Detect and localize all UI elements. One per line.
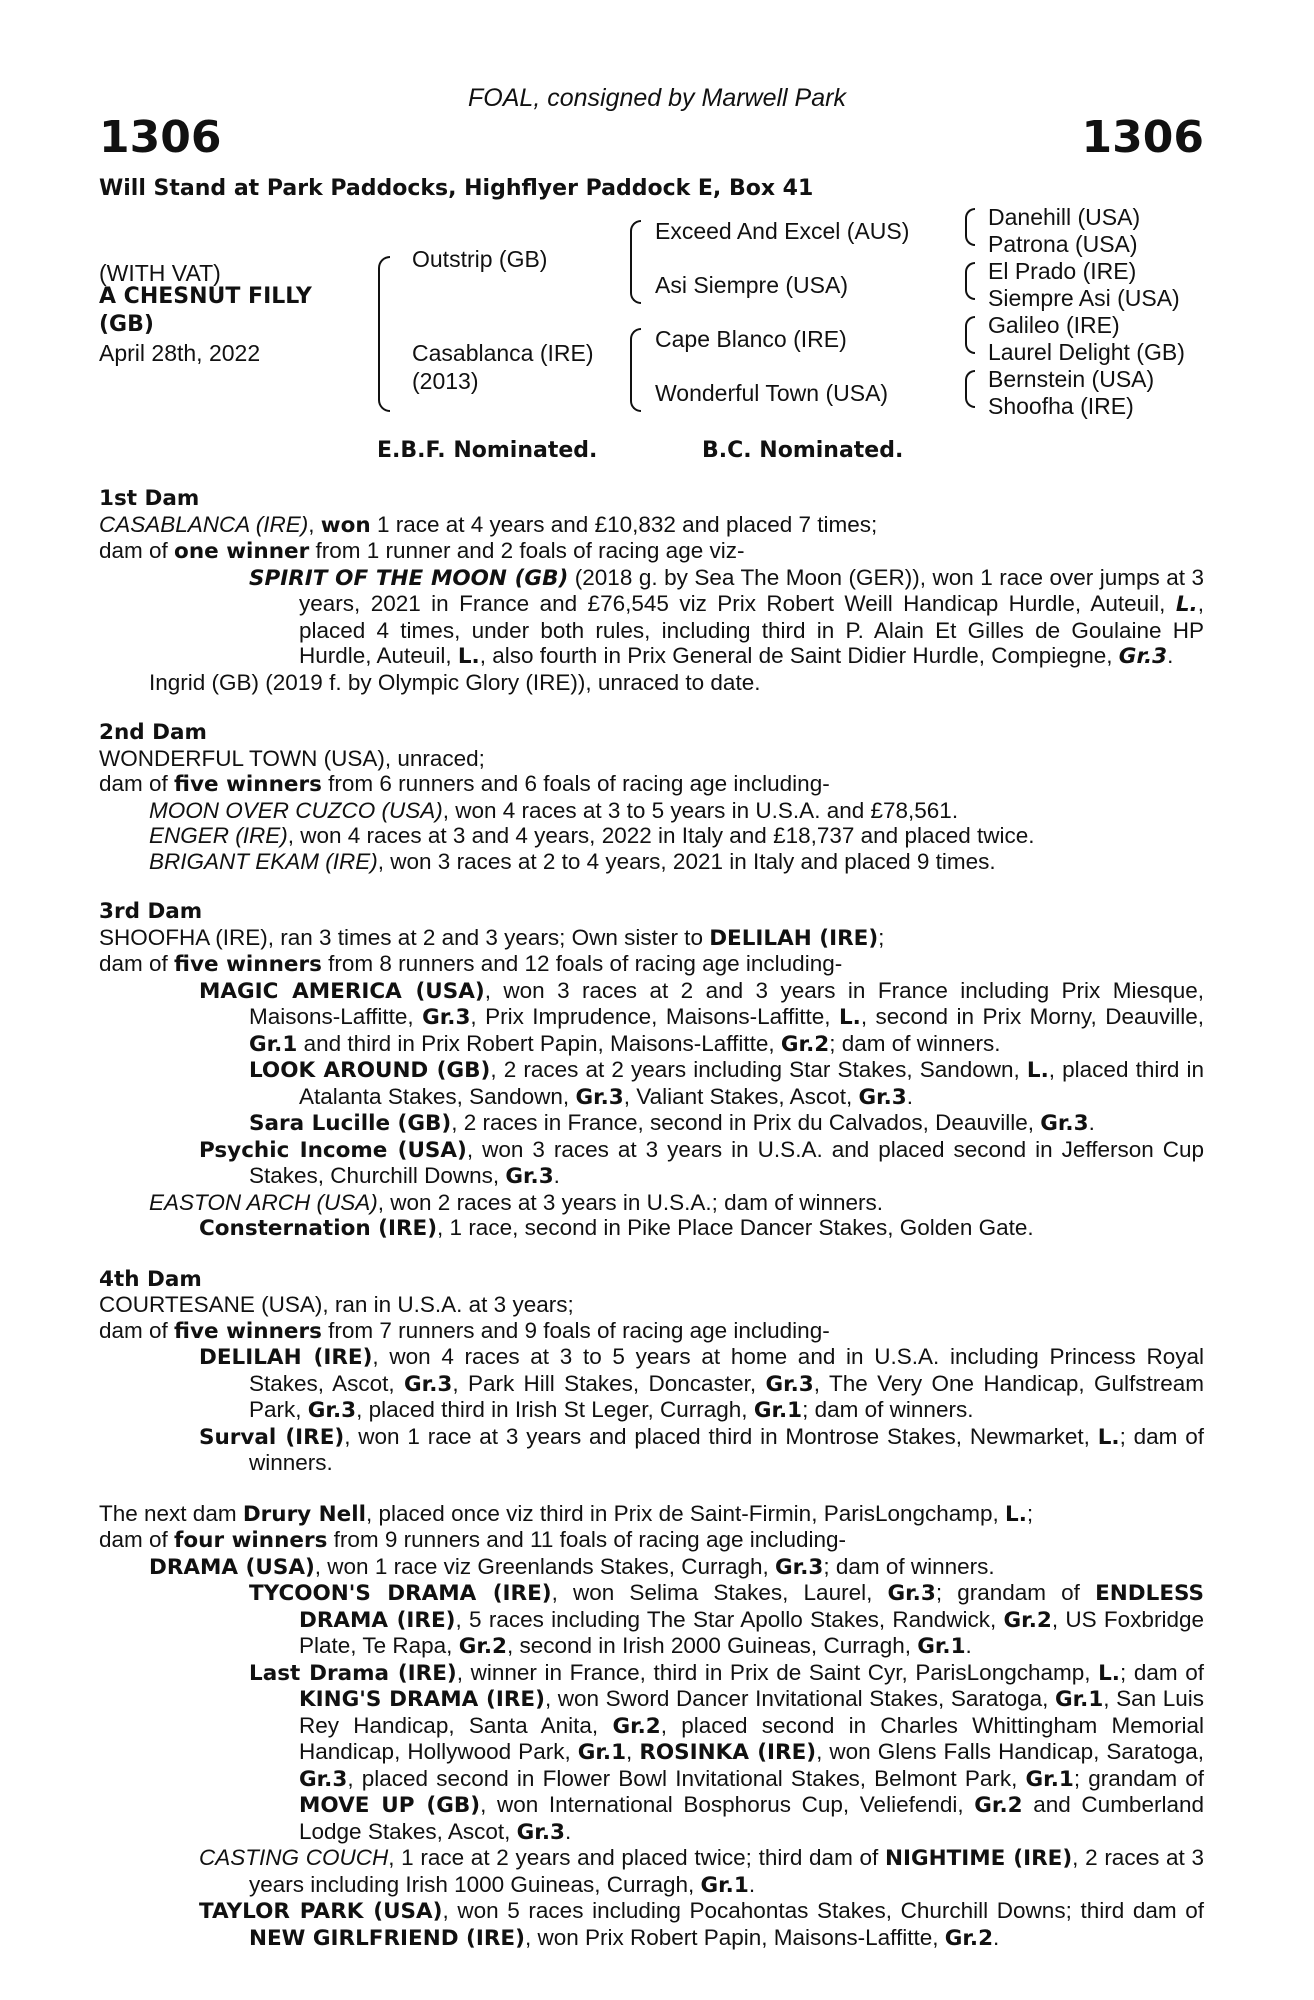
pedigree-entry xyxy=(99,1318,1204,1345)
entry-text: ; dam of winners. xyxy=(249,1423,1204,1475)
entry-text: LOOK AROUND (GB) xyxy=(249,1058,491,1083)
entry-text: , won 3 races at 2 and 3 years in France including Prix Miesque, Maisons-Laffitte, xyxy=(249,977,1204,1029)
pedigree-entry xyxy=(99,538,1204,565)
entry-text: L. xyxy=(1175,592,1198,617)
entry-text: five winners xyxy=(174,952,322,977)
entry-text: dam of xyxy=(99,538,175,563)
entry-text: , xyxy=(626,1739,640,1764)
entry-text: dam of xyxy=(99,1317,175,1343)
ancestor-1: Danehill (USA) xyxy=(988,204,1141,230)
entry-text: Gr.3 xyxy=(516,1819,565,1845)
pedigree-entry xyxy=(99,1424,1204,1476)
entry-text: ; dam of winners. xyxy=(829,1030,1001,1056)
entry-text: L. xyxy=(1005,1501,1027,1527)
pedigree-entry xyxy=(99,925,1204,952)
entry-text: dam of xyxy=(99,771,175,796)
entry-text: , won 2 races at 3 years in U.S.A.; dam of winners. xyxy=(377,1189,883,1215)
entry-text: ROSINKA (IRE) xyxy=(639,1740,817,1765)
entry-text: . xyxy=(1167,643,1174,668)
entry-text: one winner xyxy=(174,539,310,564)
entry-text: five winners xyxy=(174,772,322,797)
entry-text: . xyxy=(564,1818,572,1844)
entry-text: ; dam of winners. xyxy=(802,1397,974,1422)
entry-text: NEW GIRLFRIEND (IRE) xyxy=(249,1925,525,1951)
entry-text: MAGIC AMERICA (USA) xyxy=(199,978,485,1004)
brace-g2 xyxy=(965,262,975,300)
entry-text: Gr.3 xyxy=(404,1371,453,1397)
pedigree-entry xyxy=(99,1110,1204,1137)
entry-text: , won 4 races at 3 to 5 years at home and in U.S.A. including Princess Royal Stakes, Ascot, xyxy=(249,1344,1204,1396)
entry-text: , placed 4 times, under both rules, including third in P. Alain Et Gilles de Goulaine HP Hurdle, Auteuil, xyxy=(299,591,1204,668)
brace-g3 xyxy=(965,316,975,354)
entry-text: Gr.3 xyxy=(858,1084,907,1110)
entry-text: Gr.3 xyxy=(422,1005,471,1030)
dam-dam: Wonderful Town (USA) xyxy=(655,380,889,406)
entry-text: from 9 runners and 11 foals of racing age including- xyxy=(327,1527,847,1552)
entry-text: . xyxy=(993,1924,1000,1950)
pedigree-entry xyxy=(99,849,1204,875)
entry-text: , second in Prix Morny, Deauville, xyxy=(860,1004,1204,1029)
entry-text: Consternation (IRE) xyxy=(199,1216,438,1241)
entry-text: , 5 races including The Star Apollo Stakes, Randwick, xyxy=(455,1606,1004,1632)
bc-nomination: B.C. Nominated. xyxy=(702,438,904,463)
entry-text: from 8 runners and 12 foals of racing age including- xyxy=(321,951,843,976)
ancestor-2: Patrona (USA) xyxy=(988,231,1138,257)
sire-sire: Exceed And Excel (AUS) xyxy=(655,218,910,244)
entry-text: Gr.3 xyxy=(505,1164,554,1189)
entry-text: EASTON ARCH (USA) xyxy=(149,1189,378,1215)
section-heading: 1st Dam xyxy=(99,486,200,511)
entry-text: CASTING COUCH xyxy=(199,1845,389,1870)
entry-text: Drury Nell xyxy=(242,1501,367,1527)
entry-text: , placed third in Atalanta Stakes, Sandown, xyxy=(299,1057,1205,1109)
entry-text: , placed once viz third in Prix de Saint-Firmin, ParisLongchamp, xyxy=(366,1500,1006,1526)
entry-text: KING'S DRAMA (IRE) xyxy=(299,1687,545,1712)
entry-text: , winner in France, third in Prix de Saint Cyr, ParisLongchamp, xyxy=(456,1659,1099,1685)
entry-text: Gr.3 xyxy=(887,1581,936,1606)
pedigree-entry xyxy=(99,978,1204,1058)
sire: Outstrip (GB) xyxy=(412,246,548,272)
entry-text: Gr.2 xyxy=(458,1634,507,1659)
dam-sire: Cape Blanco (IRE) xyxy=(655,326,847,352)
entry-text: and Cumberland Lodge Stakes, Ascot, xyxy=(299,1792,1204,1844)
ancestor-6: Laurel Delight (GB) xyxy=(988,339,1185,365)
dam: Casablanca (IRE) xyxy=(412,340,594,366)
pedigree-entry xyxy=(99,823,1204,849)
entry-text: , San Luis Rey Handicap, Santa Anita, xyxy=(299,1686,1204,1738)
entry-text: , won 4 races at 3 to 5 years in U.S.A. and £78,561. xyxy=(442,797,959,823)
entry-text: Ingrid (GB) (2019 f. by Olympic Glory (IRE)), unraced to date. xyxy=(149,669,761,695)
section-4 xyxy=(99,1267,1204,1476)
ancestor-7: Bernstein (USA) xyxy=(988,366,1155,392)
consignment-line: FOAL, consigned by Marwell Park xyxy=(468,84,846,112)
entry-text: Gr.1 xyxy=(700,1872,749,1898)
pedigree-entry xyxy=(99,1554,1204,1581)
entry-text: . xyxy=(1088,1110,1095,1135)
entry-text: . xyxy=(748,1871,756,1897)
entry-text: five winners xyxy=(174,1318,322,1344)
entry-text: Gr.1 xyxy=(753,1398,803,1423)
pedigree-entry xyxy=(99,1580,1204,1660)
sire-dam: Asi Siempre (USA) xyxy=(655,272,848,298)
entry-text: BRIGANT EKAM (IRE) xyxy=(149,848,378,874)
entry-text: ; dam of xyxy=(1119,1659,1204,1685)
pedigree-entry xyxy=(99,1527,1204,1554)
entry-text: (2018 g. by Sea The Moon (GER)), won 1 race over jumps at 3 years, 2021 in France and £76,545 viz Prix Robert Weill Handicap Hurdle, Auteuil, xyxy=(299,564,1204,616)
entry-text: , 2 races at 2 years including Star Stakes, Sandown, xyxy=(490,1057,1027,1082)
entry-text: Gr.3 xyxy=(1118,644,1168,669)
entry-text: Gr.1 xyxy=(577,1740,627,1765)
entry-text: , 1 race at 2 years and placed twice; third dam of xyxy=(388,1845,885,1870)
entry-text: Gr.3 xyxy=(765,1371,814,1397)
entry-text: four winners xyxy=(174,1528,328,1553)
entry-text: , xyxy=(308,511,321,537)
pedigree-entry xyxy=(99,1057,1204,1110)
entry-text: 1 race at 4 years and £10,832 and placed 7 times; xyxy=(370,511,878,537)
entry-text: MOVE UP (GB) xyxy=(299,1793,481,1818)
entry-text: DELILAH (IRE) xyxy=(709,925,879,951)
entry-text: MOON OVER CUZCO (USA) xyxy=(149,797,443,823)
entry-text: and third in Prix Robert Papin, Maisons-Laffitte, xyxy=(297,1030,781,1056)
entry-text: , Prix Imprudence, Maisons-Laffitte, xyxy=(470,1004,839,1029)
entry-text: , won 3 races at 2 to 4 years, 2021 in Italy and placed 9 times. xyxy=(377,848,996,874)
entry-text: Gr.1 xyxy=(1054,1687,1104,1712)
horse-name: A CHESNUT FILLY xyxy=(99,284,312,309)
entry-text: ; xyxy=(1026,1500,1034,1526)
ancestor-8: Shoofha (IRE) xyxy=(988,393,1134,419)
entry-text: , won International Bosphorus Cup, Veliefendi, xyxy=(480,1792,975,1817)
dam-year: (2013) xyxy=(412,368,479,394)
pedigree-entry xyxy=(99,1344,1204,1424)
entry-text: SHOOFHA (IRE), ran 3 times at 2 and 3 years; Own sister to xyxy=(99,924,710,950)
entry-text: Gr.3 xyxy=(299,1766,348,1792)
entry-text: WONDERFUL TOWN (USA), unraced; xyxy=(99,745,485,771)
entry-text: . xyxy=(906,1083,914,1109)
pedigree-entry xyxy=(99,1190,1204,1216)
entry-text: , won Selima Stakes, Laurel, xyxy=(551,1580,888,1605)
entry-text: Sara Lucille (GB) xyxy=(249,1111,452,1136)
ancestor-4: Siempre Asi (USA) xyxy=(988,285,1180,311)
entry-text: Gr.1 xyxy=(1025,1766,1074,1792)
entry-text: , won Sword Dancer Invitational Stakes, Saratoga, xyxy=(544,1686,1055,1711)
entry-text: L. xyxy=(838,1005,861,1030)
pedigree-entry xyxy=(99,1137,1204,1190)
pedigree-entry xyxy=(99,771,1204,798)
pedigree-entry xyxy=(99,1898,1204,1951)
entry-text: Gr.3 xyxy=(1040,1111,1089,1136)
entry-text: L. xyxy=(1026,1058,1049,1083)
horse-name-country: (GB) xyxy=(99,312,154,337)
entry-text: ; dam of winners. xyxy=(823,1553,995,1579)
dam-brace xyxy=(630,328,641,412)
pedigree-brace xyxy=(378,256,390,412)
entry-text: , 2 races in France, second in Prix du Calvados, Deauville, xyxy=(451,1110,1041,1135)
entry-text: L. xyxy=(457,644,480,669)
sire-brace xyxy=(630,220,641,304)
entry-text: , won 4 races at 3 and 4 years, 2022 in Italy and £18,737 and placed twice. xyxy=(287,823,1035,848)
entry-text: SPIRIT OF THE MOON (GB) xyxy=(249,565,569,591)
entry-text: ENDLESS DRAMA (IRE) xyxy=(299,1581,1205,1633)
entry-text: Last Drama (IRE) xyxy=(249,1660,457,1686)
entry-text: TYCOON'S DRAMA (IRE) xyxy=(249,1581,552,1606)
pedigree-entry xyxy=(99,1292,1204,1318)
entry-text: , 1 race, second in Pike Place Dancer Stakes, Golden Gate. xyxy=(437,1215,1034,1240)
pedigree-entry xyxy=(99,1501,1204,1528)
pedigree-entry xyxy=(99,1845,1204,1898)
pedigree-entry xyxy=(99,1660,1204,1846)
entry-text: won xyxy=(320,512,371,538)
section-1 xyxy=(99,486,1204,695)
entry-text: ; xyxy=(878,924,885,950)
pedigree-entry xyxy=(99,746,1204,772)
entry-text: , placed second in Charles Whittingham Memorial Handicap, Hollywood Park, xyxy=(299,1712,1204,1764)
stand-location: Will Stand at Park Paddocks, Highflyer Paddock E, Box 41 xyxy=(99,176,814,201)
entry-text: DRAMA (USA) xyxy=(149,1554,315,1580)
entry-text: from 6 runners and 6 foals of racing age including- xyxy=(321,771,830,796)
pedigree-entry xyxy=(99,670,1204,696)
entry-text: Gr.2 xyxy=(1003,1607,1052,1633)
entry-text: , placed second in Flower Bowl Invitational Stakes, Belmont Park, xyxy=(347,1765,1026,1791)
brace-g4 xyxy=(965,370,975,408)
pedigree-entry xyxy=(99,512,1204,539)
entry-text: , won 5 races including Pocahontas Stakes, Churchill Downs; third dam of xyxy=(442,1898,1204,1923)
entry-text: NIGHTIME (IRE) xyxy=(884,1846,1073,1871)
entry-text: COURTESANE (USA), ran in U.S.A. at 3 years; xyxy=(99,1292,574,1317)
entry-text: Gr.3 xyxy=(775,1554,824,1580)
entry-text: . xyxy=(553,1163,560,1188)
entry-text: Gr.1 xyxy=(917,1634,966,1659)
entry-text: , placed third in Irish St Leger, Curragh, xyxy=(356,1397,754,1422)
entry-text: , also fourth in Prix General de Saint Didier Hurdle, Compiegne, xyxy=(479,643,1119,668)
entry-text: ; grandam of xyxy=(935,1580,1096,1605)
entry-text: ENGER (IRE) xyxy=(149,823,288,848)
entry-text: Gr.3 xyxy=(575,1084,624,1110)
entry-text: Surval (IRE) xyxy=(199,1424,345,1450)
entry-text: dam of xyxy=(99,951,175,976)
section-heading: 2nd Dam xyxy=(99,720,207,745)
lot-number-right: 1306 xyxy=(1081,112,1204,163)
entry-text: The next dam xyxy=(99,1500,243,1526)
entry-text: , Valiant Stakes, Ascot, xyxy=(623,1083,859,1109)
section-5 xyxy=(99,1501,1204,1952)
pedigree-entry xyxy=(99,1215,1204,1242)
entry-text: , won 3 races at 3 years in U.S.A. and placed second in Jefferson Cup Stakes, Churchill Downs, xyxy=(249,1136,1204,1188)
brace-g1 xyxy=(965,208,975,246)
entry-text: . xyxy=(965,1633,972,1658)
lot-number-left: 1306 xyxy=(99,112,222,163)
section-heading: 3rd Dam xyxy=(99,899,203,924)
entry-text: Gr.3 xyxy=(307,1398,357,1423)
pedigree-entry xyxy=(99,951,1204,978)
section-2 xyxy=(99,720,1204,874)
entry-text: , The Very One Handicap, Gulfstream Park, xyxy=(249,1370,1205,1422)
entry-text: L. xyxy=(1098,1660,1120,1686)
entry-text: , won 1 race viz Greenlands Stakes, Curragh, xyxy=(314,1553,776,1579)
entry-text: Gr.2 xyxy=(974,1793,1023,1818)
entry-text: Gr.2 xyxy=(612,1713,661,1739)
entry-text: TAYLOR PARK (USA) xyxy=(199,1899,443,1924)
entry-text: Gr.1 xyxy=(249,1031,298,1057)
pedigree-entry xyxy=(99,565,1204,670)
ancestor-5: Galileo (IRE) xyxy=(988,312,1120,338)
entry-text: dam of xyxy=(99,1527,175,1552)
entry-text: , Park Hill Stakes, Doncaster, xyxy=(452,1370,766,1396)
entry-text: , 2 races at 3 years including Irish 1000 Guineas, Curragh, xyxy=(249,1845,1204,1897)
entry-text: Gr.2 xyxy=(780,1031,830,1057)
entry-text: L. xyxy=(1097,1424,1120,1450)
foaling-date: April 28th, 2022 xyxy=(99,340,261,366)
entry-text: Gr.2 xyxy=(944,1925,994,1951)
entry-text: , won Glens Falls Handicap, Saratoga, xyxy=(816,1739,1204,1764)
ancestor-3: El Prado (IRE) xyxy=(988,258,1137,284)
entry-text: Psychic Income (USA) xyxy=(199,1137,467,1163)
dam-line-sections xyxy=(99,486,1204,1951)
entry-text: from 7 runners and 9 foals of racing age including- xyxy=(321,1317,830,1343)
entry-text: ; grandam of xyxy=(1073,1765,1204,1791)
entry-text: , US Foxbridge Plate, Te Rapa, xyxy=(299,1606,1204,1658)
entry-text: , won Prix Robert Papin, Maisons-Laffitte, xyxy=(524,1924,945,1950)
entry-text: from 1 runner and 2 foals of racing age viz- xyxy=(309,538,745,563)
pedigree-entry xyxy=(99,798,1204,824)
vat-note: (WITH VAT) xyxy=(99,260,221,286)
section-heading: 4th Dam xyxy=(99,1266,202,1292)
ebf-nomination: E.B.F. Nominated. xyxy=(377,438,598,463)
entry-text: DELILAH (IRE) xyxy=(199,1345,373,1370)
entry-text: , second in Irish 2000 Guineas, Curragh, xyxy=(507,1633,918,1658)
section-3 xyxy=(99,899,1204,1242)
entry-text: CASABLANCA (IRE) xyxy=(99,511,309,537)
entry-text: , won 1 race at 3 years and placed third in Montrose Stakes, Newmarket, xyxy=(344,1423,1098,1449)
